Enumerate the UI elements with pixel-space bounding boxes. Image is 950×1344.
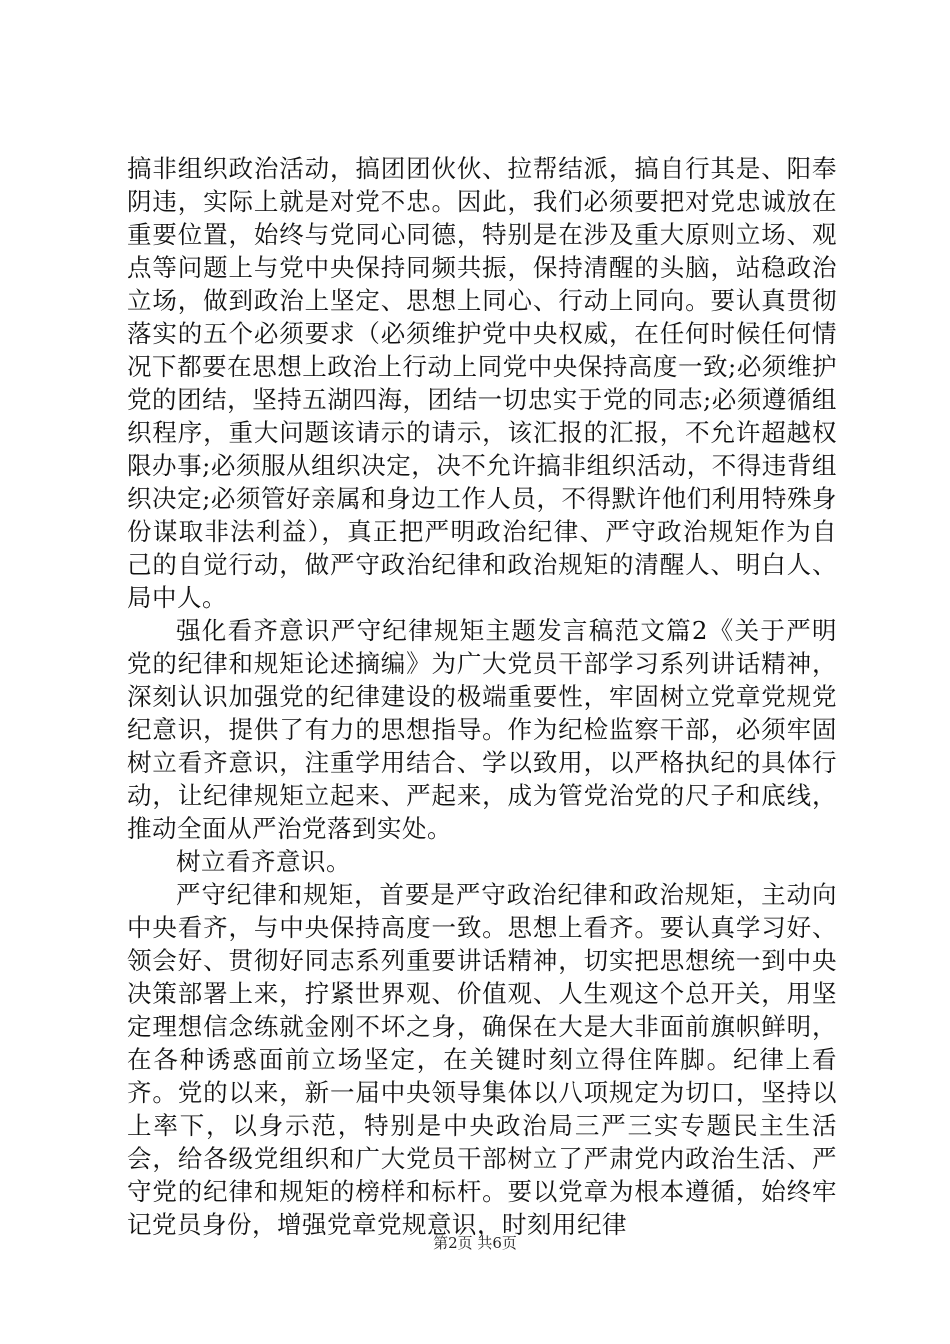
- document-body: [127, 152, 837, 1241]
- paragraph-4: 严守纪律和规矩，首要是严守政治纪律和政治规矩，主动向中央看齐，与中央保持高度一致。思想上看齐。要认真学习好、领会好、贯彻好同志系列重要讲话精神，切实把思想统一到中央决策部署上来，拧紧世界观、价值观、人生观这个总开关，用坚定理想信念练就金刚不坏之身，确保在大是大非面前旗帜鲜明，在各种诱惑面前立场坚定，在关键时刻立得住阵脚。纪律上看齐。党的以来，新一届中央领导集体以八项规定为切口，坚持以上率下，以身示范，特别是中央政治局三严三实专题民主生活会，给各级党组织和广大党员干部树立了严肃党内政治生活、严守党的纪律和规矩的榜样和标杆。要以党章为根本遵循，始终牢记党员身份，增强党章党规意识，时刻用纪律: [127, 880, 837, 1239]
- paragraph-2: 强化看齐意识严守纪律规矩主题发言稿范文篇2《关于严明党的纪律和规矩论述摘编》为广大党员干部学习系列讲话精神，深刻认识加强党的纪律建设的极端重要性，牢固树立党章党规党纪意识，提供了有力的思想指导。作为纪检监察干部，必须牢固树立看齐意识，注重学用结合、学以致用，以严格执纪的具体行动，让纪律规矩立起来、严起来，成为管党治党的尺子和底线，推动全面从严治党落到实处。: [127, 616, 837, 843]
- page-number-footer: 第2页 共6页: [433, 1234, 517, 1252]
- paragraph-3: 树立看齐意识。: [176, 847, 351, 876]
- paragraph-1: 搞非组织政治活动，搞团团伙伙、拉帮结派，搞自行其是、阳奉阴违，实际上就是对党不忠。因此，我们必须要把对党忠诚放在重要位置，始终与党同心同德，特别是在涉及重大原则立场、观点等问题上与党中央保持同频共振，保持清醒的头脑，站稳政治立场，做到政治上坚定、思想上同心、行动上同向。要认真贯彻落实的五个必须要求（必须维护党中央权威，在任何时候任何情况下都要在思想上政治上行动上同党中央保持高度一致;必须维护党的团结，坚持五湖四海，团结一切忠实于党的同志;必须遵循组织程序，重大问题该请示的请示，该汇报的汇报，不允许超越权限办事;必须服从组织决定，决不允许搞非组织活动，不得违背组织决定;必须管好亲属和身边工作人员，不得默许他们利用特殊身份谋取非法利益），真正把严明政治纪律、严守政治规矩作为自己的自觉行动，做严守政治纪律和政治规矩的清醒人、明白人、局中人。: [127, 154, 837, 612]
